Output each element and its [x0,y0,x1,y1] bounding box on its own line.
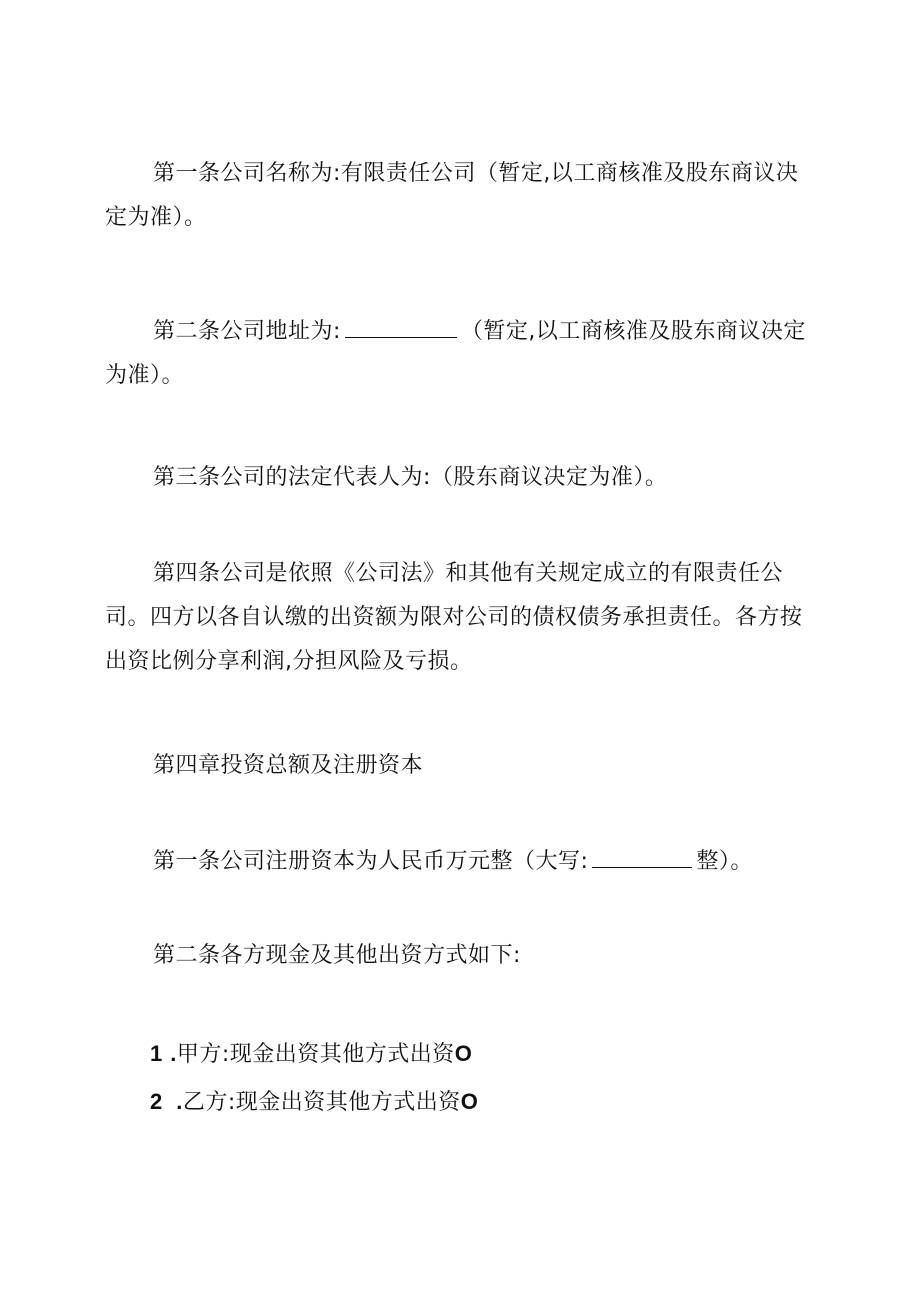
article-contribution-methods-text: 第二条各方现金及其他出资方式如下: [153,943,521,968]
article-company-address-lead: 第二条公司地址为: [153,319,341,344]
list-item-number: 2 [150,1089,163,1114]
list-item-number: 1 [150,1041,163,1066]
article-legal-representative-text: 第三条公司的法定代表人为:（股东商议决定为准）。 [153,465,668,490]
article-company-name [105,152,815,240]
chapter-heading-text: 第四章投资总额及注册资本 [153,753,424,778]
address-blank-line [345,311,457,338]
article-registered-capital-lead: 第一条公司注册资本为人民币万元整（大写: [153,849,589,874]
article-company-address [105,310,815,398]
article-legal-representative [105,456,815,500]
article-contribution-methods [105,934,815,978]
capital-blank-line [592,841,692,868]
list-item [150,1034,472,1075]
list-item-text: 乙方:现金出资其他方式出资 [182,1090,461,1115]
list-item [150,1082,478,1123]
article-registered-capital-tail: 整）。 [696,849,753,874]
list-item-separator: . [176,1089,183,1114]
list-item-end-mark: O [460,1089,479,1114]
article-company-nature-text: 第四条公司是依照《公司法》和其他有关规定成立的有限责任公司。四方以各自认缴的出资额为限对公司的债权债务承担责任。各方按出资比例分享利润,分担风险及亏损。 [105,561,803,674]
article-company-name-text: 第一条公司名称为:有限责任公司（暂定,以工商核准及股东商议决定为准）。 [105,161,799,230]
list-item-end-mark: O [454,1041,473,1066]
list-item-separator: . [170,1041,177,1066]
list-item-text: 甲方:现金出资其他方式出资 [176,1042,455,1067]
article-company-nature [105,552,815,684]
article-company-address-tail: （暂定,以工商核准及股东商议决定为准）。 [105,319,806,388]
chapter-heading [105,744,815,788]
article-registered-capital [105,840,815,884]
